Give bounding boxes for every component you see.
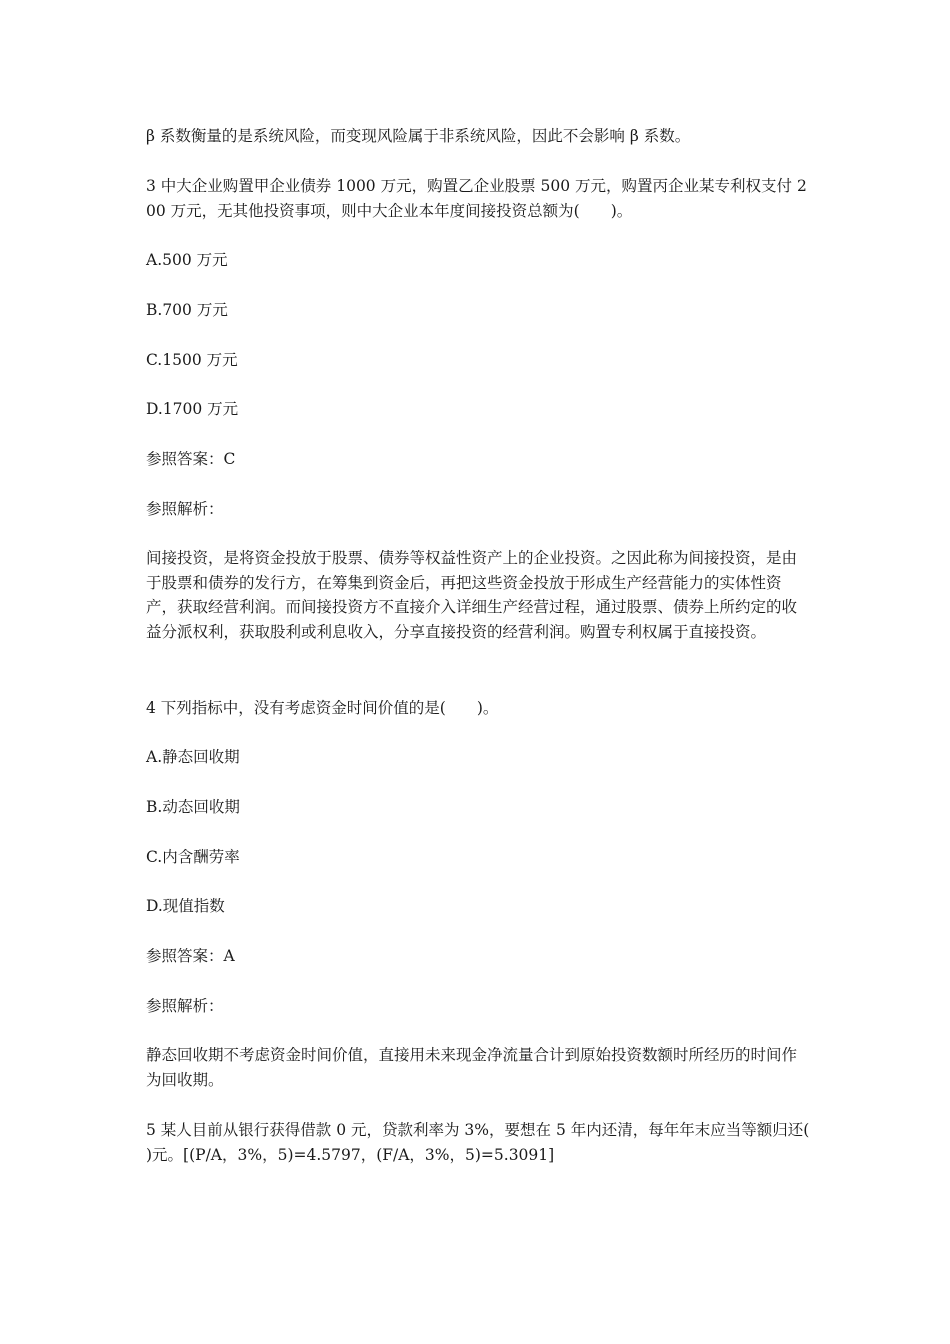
question-3-option-d: D.1700 万元	[146, 400, 239, 418]
question-4-analysis-text: 静态回收期不考虑资金时间价值，直接用未来现金净流量合计到原始投资数额时所经历的时间作为回收期。	[146, 1046, 798, 1089]
paragraph-beta-note: β 系数衡量的是系统风险，而变现风险属于非系统风险，因此不会影响 β 系数。	[146, 127, 691, 145]
question-3-text: 3 中大企业购置甲企业债券 1000 万元，购置乙企业股票 500 万元，购置丙企业某专利权支付 200 万元，无其他投资事项，则中大企业本年度间接投资总额为( )。	[146, 177, 807, 220]
question-4-analysis-label: 参照解析：	[146, 997, 224, 1015]
question-4-answer: 参照答案：A	[146, 947, 235, 965]
question-5-text: 5 某人目前从银行获得借款 0 元，贷款利率为 3%，要想在 5 年内还清，每年年末应当等额归还( )元。[(P/A，3%，5)=4.5797，(F/A，3%，5)=5.3091]	[146, 1121, 841, 1164]
question-3-option-c: C.1500 万元	[146, 351, 238, 369]
question-3-answer: 参照答案：C	[146, 450, 236, 468]
question-3-analysis-text: 间接投资，是将资金投放于股票、债券等权益性资产上的企业投资。之因此称为间接投资，是由于股票和债券的发行方，在筹集到资金后，再把这些资金投放于形成生产经营能力的实体性资产，获取经营利润。而间接投资方不直接介入详细生产经营过程，通过股票、债券上所约定的收益分派权利，获取股利或利息收入，分享直接投资的经营利润。购置专利权属于直接投资。	[146, 549, 798, 641]
question-3-analysis-label: 参照解析：	[146, 500, 224, 518]
question-3-option-a: A.500 万元	[146, 251, 228, 269]
question-4-option-b: B.动态回收期	[146, 798, 240, 816]
question-4-option-c: C.内含酬劳率	[146, 848, 240, 866]
question-4-option-a: A.静态回收期	[146, 748, 240, 766]
question-4-option-d: D.现值指数	[146, 897, 225, 915]
question-4-text: 4 下列指标中，没有考虑资金时间价值的是( )。	[146, 699, 499, 717]
question-3-option-b: B.700 万元	[146, 301, 228, 319]
